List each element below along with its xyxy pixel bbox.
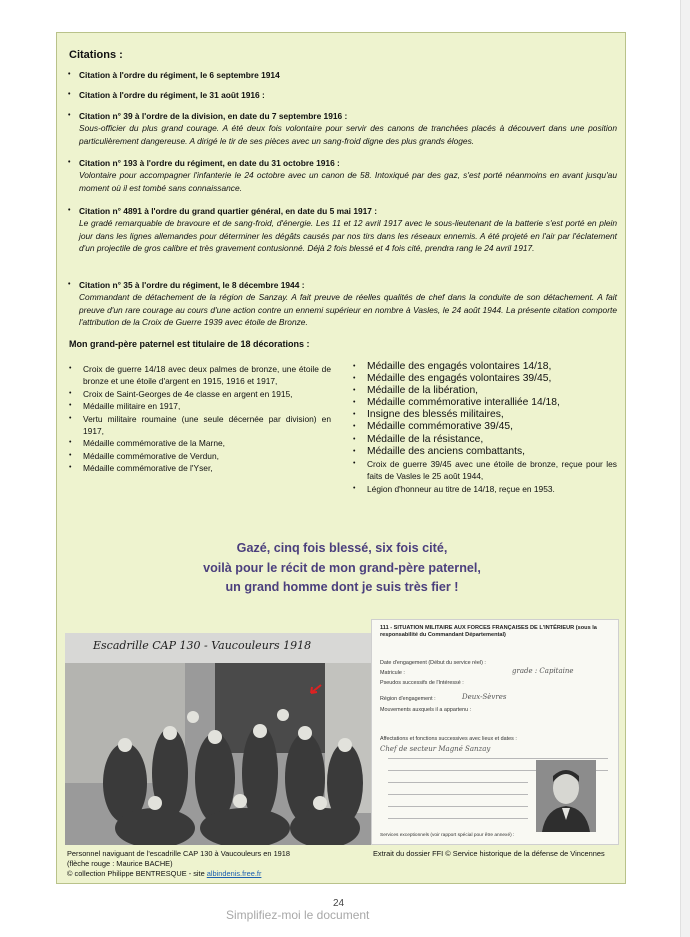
citation-2 (67, 89, 617, 101)
decorations-list-right (351, 361, 617, 495)
citation-body: Volontaire pour accompagner l'infanterie le 24 octobre avec un canon de 58. Intoxiqué par des gaz, s'est porté néanmoins en avant jusqu'au moment où il est tombé sans connaissance. (79, 170, 617, 193)
list-item: • Médaille commémorative de l'Yser, (67, 462, 331, 474)
albindenis-link[interactable]: albindenis.free.fr (206, 869, 262, 878)
document-field: Mouvements auxquels il a appartenu : (380, 707, 472, 713)
document-field: Date d'engagement (Début du service réel) : (380, 660, 486, 666)
citation-1 (67, 69, 617, 81)
list-item: • Médaille des engagés volontaires 39/45, (351, 373, 617, 385)
document-header: 111 - SITUATION MILITAIRE AUX FORCES FRANÇAISES DE L'INTÉRIEUR (sous la responsabilité du Commandant Départemental) (380, 625, 597, 638)
list-item: • Médaille de la libération, (351, 385, 617, 397)
photo-caption (67, 849, 367, 879)
citation-heading: • Citation à l'ordre du régiment, le 31 août 1916 : (67, 89, 617, 101)
simplify-document-link[interactable]: Simplifiez-moi le document (226, 908, 370, 922)
list-item: • Insigne des blessés militaires, (351, 409, 617, 421)
caption-line: (flèche rouge : Maurice BACHE) (67, 859, 173, 868)
citation-body: Sous-officier du plus grand courage. A été deux fois volontaire pour servir des canons de tranchées placés à découvert dans une position particulièrement dangereuse. A dirigé le tir de ses pièces avec un sang-froid digne des plus grands éloges. (79, 123, 617, 146)
document-field: Matricule : (380, 670, 405, 676)
page-number: 24 (333, 898, 345, 909)
citation-heading: • Citation n° 39 à l'ordre de la division, en date du 7 septembre 1916 : (67, 110, 617, 122)
decorations-title: Mon grand-père paternel est titulaire de 18 décorations : (69, 339, 310, 349)
list-item: • Légion d'honneur au titre de 14/18, reçue en 1953. (351, 483, 617, 495)
list-item: • Médaille commémorative de la Marne, (67, 437, 331, 449)
squadron-photo (65, 633, 385, 845)
caption-line: Personnel naviguant de l'escadrille CAP 130 à Vaucouleurs en 1918 (67, 849, 291, 858)
citation-heading: • Citation n° 35 à l'ordre du régiment, le 8 décembre 1944 : (67, 279, 617, 291)
handwritten-text: Deux-Sèvres (462, 693, 507, 701)
form-line (388, 794, 528, 795)
list-item: • Médaille des anciens combattants, (351, 446, 617, 458)
handwritten-text: Chef de secteur Magné Sanzay (380, 745, 491, 753)
citation-body: Commandant de détachement de la région de Sanzay. A fait preuve de réelles qualités de chef dans la conduite de son détachement. A fait preuve d'un rare courage au cours d'une action contre un ennemi supérieur en nombre à Vasles, le 24 août 1944. La présente citation comporte l'attribution de la Croix de Guerre 1939 avec étoile de Bronze. (79, 292, 617, 327)
quote-line: voilà pour le récit de mon grand-père paternel, (203, 560, 481, 575)
photo-handwritten-title: Escadrille CAP 130 - Vaucouleurs 1918 (93, 639, 312, 652)
citation-4 (67, 157, 617, 194)
document-field: Pseudos successifs de l'Intéressé : (380, 680, 464, 686)
document-footer: Services exceptionnels (voir rapport spécial pour être annexé) : (380, 833, 515, 838)
citation-3 (67, 110, 617, 147)
list-item: • Médaille commémorative de Verdun, (67, 450, 331, 462)
list-item: • Croix de Saint-Georges de 4e classe en argent en 1915, (67, 388, 331, 400)
citations-title: Citations : (69, 49, 123, 61)
scrollbar[interactable] (680, 0, 690, 937)
citation-6 (67, 279, 617, 328)
list-item: • Croix de guerre 14/18 avec deux palmes de bronze, une étoile de bronze et une étoile d'argent en 1915, 1916 et 1917, (67, 363, 331, 388)
form-line (388, 818, 528, 819)
citation-heading: • Citation n° 193 à l'ordre du régiment, en date du 31 octobre 1916 : (67, 157, 617, 169)
ffi-document (371, 619, 619, 845)
list-item: • Médaille commémorative interalliée 14/18, (351, 397, 617, 409)
portrait-photo (536, 760, 596, 832)
citation-5 (67, 205, 617, 254)
caption-text: © collection Philippe BENTRESQUE - site (67, 869, 207, 878)
quote-block (57, 539, 627, 598)
list-item: • Médaille commémorative 39/45, (351, 421, 617, 433)
document-field: Région d'engagement : (380, 696, 436, 702)
handwritten-text: grade : Capitaine (512, 667, 574, 675)
list-item: • Médaille des engagés volontaires 14/18, (351, 361, 617, 373)
quote-line: Gazé, cinq fois blessé, six fois cité, (236, 541, 448, 555)
caption-line (67, 869, 367, 879)
content-panel (56, 32, 626, 884)
list-item: • Vertu militaire roumaine (une seule décernée par division) en 1917, (67, 413, 331, 438)
citation-heading: • Citation n° 4891 à l'ordre du grand quartier général, en date du 5 mai 1917 : (67, 205, 617, 217)
citation-heading: • Citation à l'ordre du régiment, le 6 septembre 1914 (67, 69, 617, 81)
group-photo-image (65, 633, 385, 845)
quote-line: un grand homme dont je suis très fier ! (225, 580, 459, 594)
list-item: • Médaille militaire en 1917, (67, 400, 331, 412)
document-caption: Extrait du dossier FFI © Service historique de la défense de Vincennes (373, 849, 605, 858)
citation-body: Le gradé remarquable de bravoure et de sang-froid, d'énergie. Les 11 et 12 avril 1917 avec le sous-lieutenant de la batterie s'est porté en plein jour dans les lignes allemandes pour déterminer les dégâts causés par nos tirs dans les réseaux ennemis. A été projeté en l'air par l'éclatement d'un projectile de gros calibre et très gravement contusionné. Déjà 2 fois blessé et 4 fois cité, prendra rang le 24 avril 1917. (79, 218, 617, 253)
document-field: Affectations et fonctions successives avec lieux et dates : (380, 736, 517, 742)
form-line (388, 782, 528, 783)
list-item: • Croix de guerre 39/45 avec une étoile de bronze, reçue pour les faits de Vasles le 25 août 1944, (351, 458, 617, 483)
form-line (388, 806, 528, 807)
form-line (388, 758, 608, 759)
list-item: • Médaille de la résistance, (351, 434, 617, 446)
decorations-list-left (67, 363, 331, 475)
